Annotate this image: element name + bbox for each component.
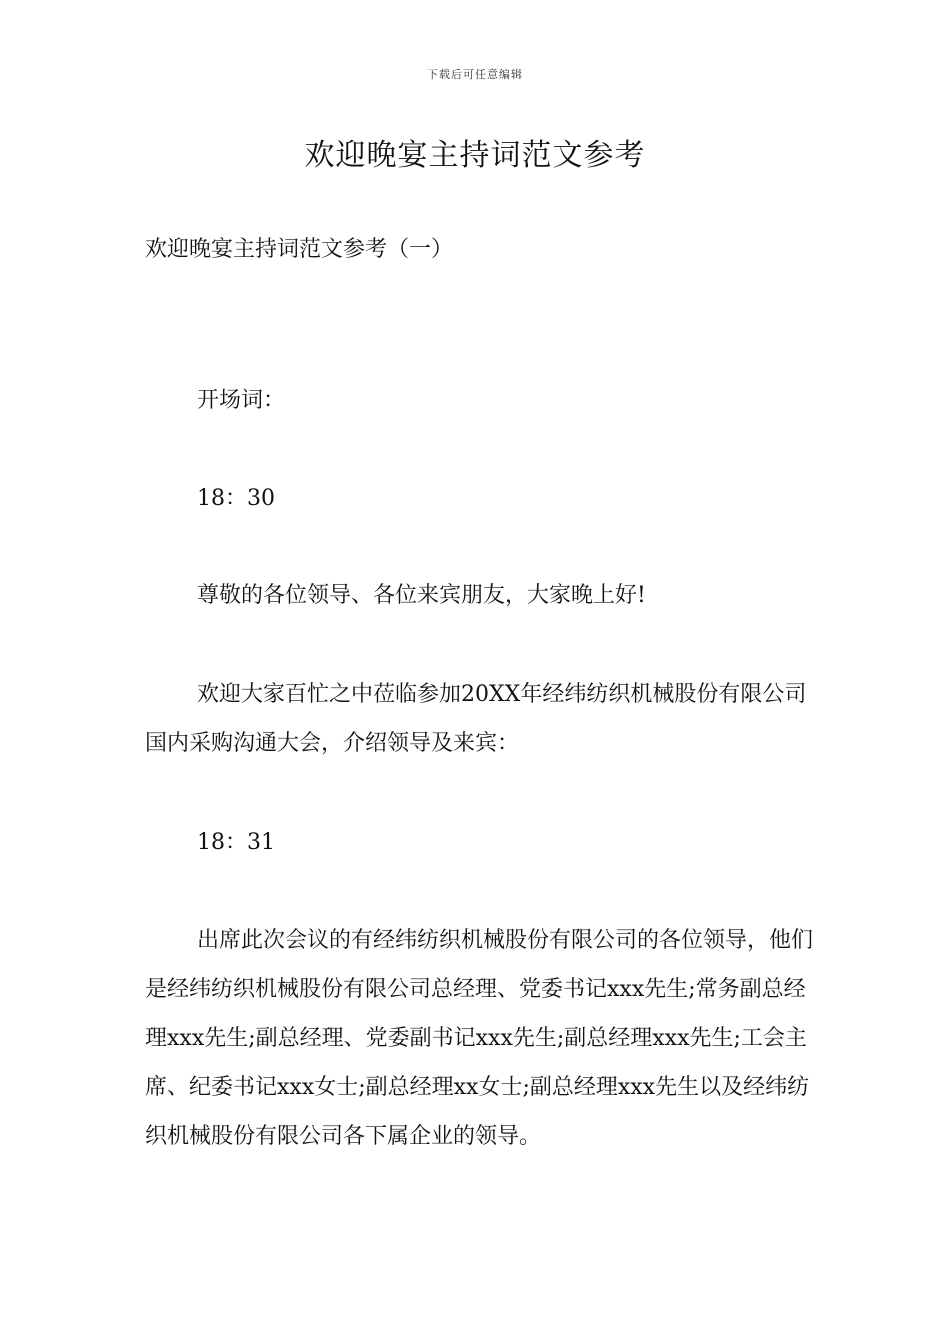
introduction-paragraph: 出席此次会议的有经纬纺织机械股份有限公司的各位领导，他们是经纬纺织机械股份有限公司总经理、党委书记xxx先生;常务副总经理xxx先生;副总经理、党委副书记xxx先生;副总经理xxx先生;工会主席、纪委书记xxx女士;副总经理xx女士;副总经理xxx先生以及经纬纺织机械股份有限公司各下属企业的领导。 — [145, 928, 814, 1149]
opening-label: 开场词： — [197, 388, 286, 413]
welcome-paragraph: 欢迎大家百忙之中莅临参加20XX年经纬纺织机械股份有限公司国内采购沟通大会，介绍领导及来宾： — [145, 682, 807, 756]
header-note: 下载后可任意编辑 — [427, 68, 523, 81]
time-stamp-2: 18：31 — [197, 830, 275, 855]
time-stamp-1: 18：30 — [197, 486, 275, 511]
document-title: 欢迎晚宴主持词范文参考 — [304, 138, 646, 173]
section-title: 欢迎晚宴主持词范文参考（一） — [145, 237, 454, 262]
greeting-paragraph: 尊敬的各位领导、各位来宾朋友，大家晚上好! — [197, 583, 646, 608]
